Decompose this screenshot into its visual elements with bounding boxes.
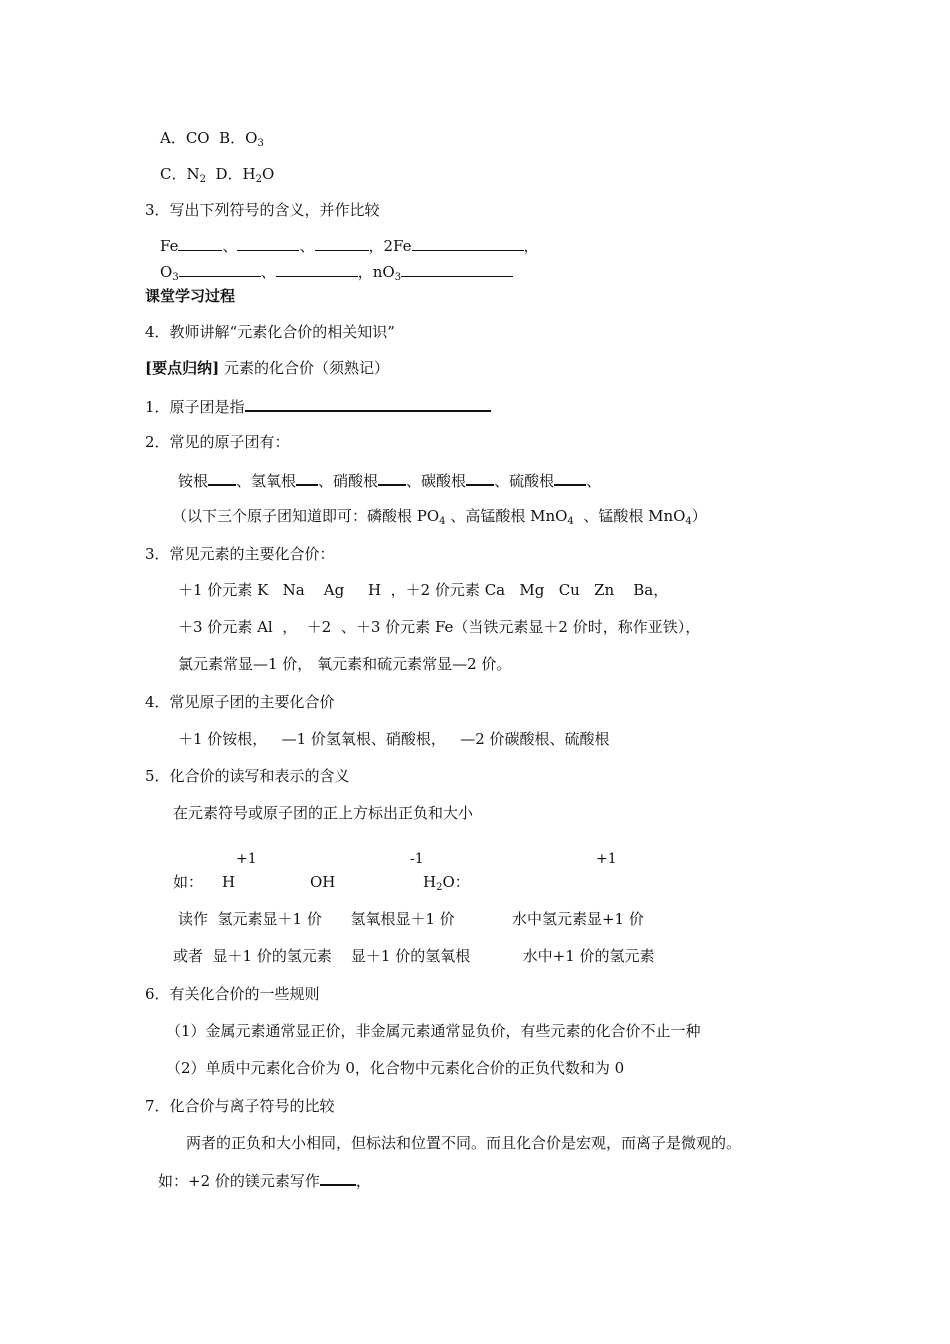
blank-ammonium[interactable] (208, 470, 236, 486)
item-5-line-1: 在元素符号或原子团的正上方标出正负和大小 (173, 804, 474, 822)
item-2: 2．常见的原子团有： (145, 433, 290, 451)
question-3-title: 3．写出下列符号的含义，并作比较 (145, 201, 380, 219)
blank-fe-meaning-3[interactable] (315, 236, 369, 251)
item-3-line-2: ＋3 价元素 Al ， ＋2 、＋3 价元素 Fe（当铁元素显＋2 价时，称作亚铁）， (178, 618, 701, 636)
option-a: A．CO (160, 129, 210, 147)
item-1: 1．原子团是指 (145, 396, 491, 417)
item-7-line-2: 如：+2 价的镁元素写作 ， (158, 1172, 371, 1190)
item-6-rule-1: （1）金属元素通常显正价，非金属元素通常显负价，有些元素的化合价不止一种 (166, 1022, 701, 1040)
blank-sulfate[interactable] (554, 470, 586, 486)
blank-nitrate[interactable] (378, 470, 406, 486)
blank-mg-valence[interactable] (320, 1170, 356, 1186)
section-title: 课堂学习过程 (145, 287, 236, 305)
example-oh: OH (310, 873, 336, 891)
item-4-line-1: ＋1 价铵根， —1 价氢氧根、硝酸根， —2 价碳酸根、硫酸根 (178, 730, 610, 748)
blank-2fe-meaning[interactable] (412, 236, 524, 251)
blank-carbonate[interactable] (466, 470, 494, 486)
key-points (145, 358, 389, 378)
blank-no3-meaning[interactable] (401, 262, 513, 277)
valence-label-h: +1 (236, 851, 257, 867)
item-3-line-3: 氯元素常显—1 价， 氧元素和硫元素常显—2 价。 (178, 655, 512, 673)
item-3: 3．常见元素的主要化合价： (145, 545, 335, 563)
item-2-groups: 铵根 、氢氧根 、硝酸根 、碳酸根 、硫酸根 、 (178, 472, 602, 490)
item-2-note: （以下三个原子团知道即可：磷酸根 $PO_4$ 、高锰酸根 MnO$_4$ 、锰酸根 MnO$_4$） (172, 507, 707, 527)
question-3-line-2: $O_3$ 、 ，$nO_3$ (160, 262, 513, 282)
valence-label-oh: -1 (410, 851, 424, 867)
example-or-line: 或者 显＋1 价的氢元素 显＋1 价的氢氧根 水中+1 价的氢元素 (173, 947, 655, 965)
item-4: 4．常见原子团的主要化合价 (145, 693, 335, 711)
item-5: 5．化合价的读写和表示的含义 (145, 767, 350, 785)
item-7-line-1: 两者的正负和大小相同，但标法和位置不同。而且化合价是宏观，而离子是微观的。 (186, 1134, 742, 1152)
blank-o3-meaning-2[interactable] (276, 262, 358, 277)
option-c: C．$N_2$ (160, 165, 206, 185)
item-6: 6．有关化合价的一些规则 (145, 985, 320, 1003)
blank-hydroxide[interactable] (296, 470, 318, 486)
example-h: H (222, 873, 236, 891)
option-b: B．$O_3$ (219, 129, 264, 149)
item-7: 7．化合价与离子符号的比较 (145, 1097, 335, 1115)
teacher-line: 4．教师讲解“元素化合价的相关知识” (145, 323, 395, 341)
question-3-line-1: Fe 、 、 ，2Fe ， (160, 237, 539, 255)
example-prefix: 如： (173, 873, 204, 891)
key-points-label: [要点归纳] (145, 359, 220, 377)
blank-fe-meaning[interactable] (178, 236, 222, 251)
item-3-line-1: ＋1 价元素 K Na Ag H ，＋2 价元素 Ca Mg Cu Zn Ba， (178, 581, 669, 599)
option-d: D．$H_2O$ (215, 165, 275, 185)
option-row-cd (160, 164, 274, 184)
key-points-text: 元素的化合价（须熟记） (219, 359, 389, 377)
example-read-line: 读作 氢元素显＋1 价 氢氧根显＋1 价 水中氢元素显+1 价 (178, 910, 644, 928)
blank-fe-meaning-2[interactable] (237, 236, 299, 251)
valence-label-h2o: +1 (596, 851, 617, 867)
blank-o3-meaning[interactable] (179, 262, 261, 277)
blank-atom-group-definition[interactable] (245, 396, 491, 412)
example-h2o: $H_2O$： (423, 873, 470, 893)
option-row-ab (160, 128, 264, 148)
item-6-rule-2: （2）单质中元素化合价为 0，化合物中元素化合价的正负代数和为 0 (166, 1059, 625, 1077)
